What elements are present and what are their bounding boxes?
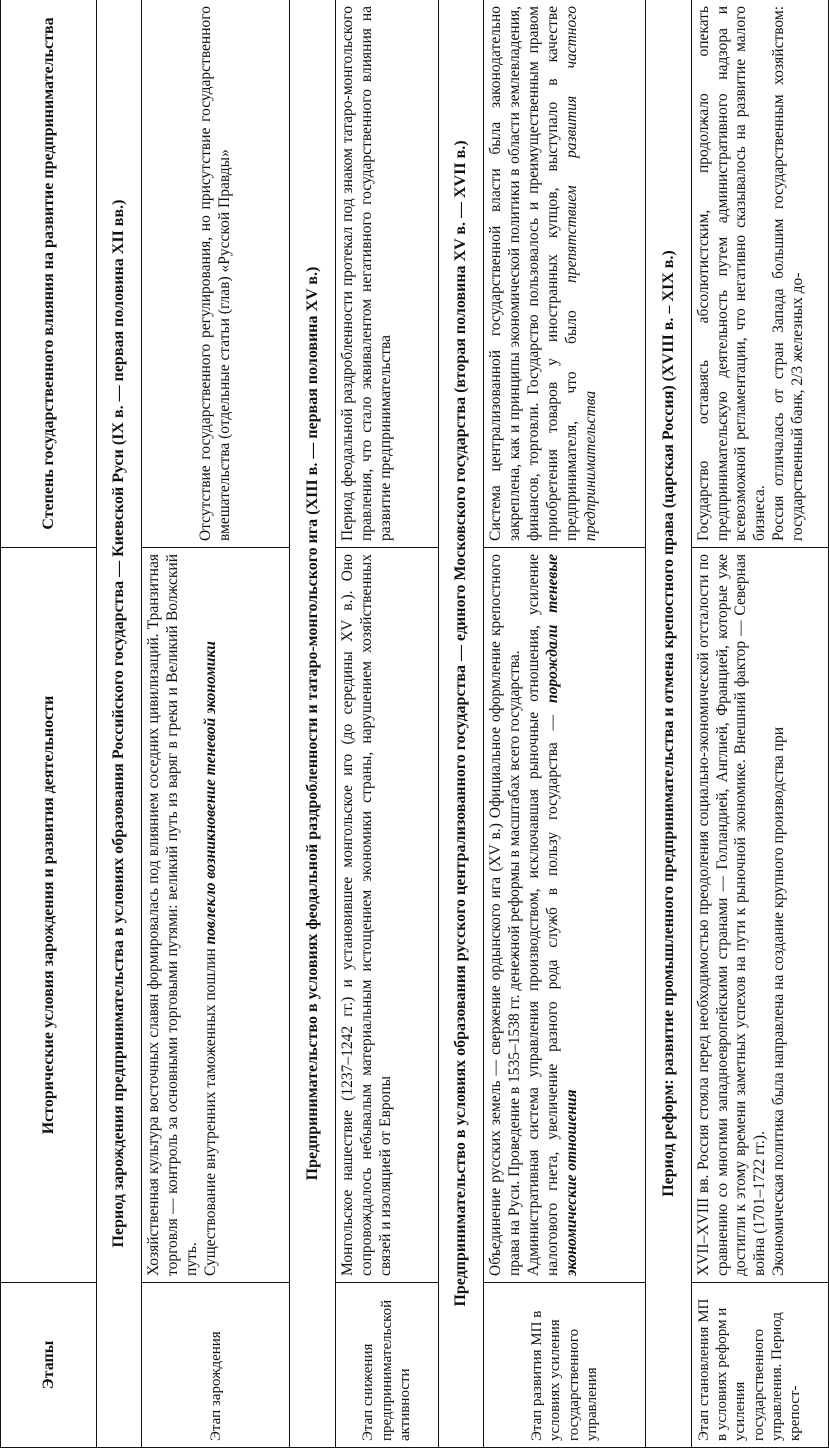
italic-text: препятствием развития частного предпринимательства [562,5,599,541]
influence-paragraph: Государство оставаясь абсолютистским, продолжало опекать предпринимательскую деятельность путем административного надзора и всевозможной регламентации, что негативно сказывалось на развитие малого бизнеса. [694,6,769,541]
section-title: Предпринимательство в условиях образования русского централизованного государства — единого Московского государства (вторая половина XV в. — XVII в.) [438,0,484,1448]
section-title-row [290,0,336,1448]
conditions-cell [142,548,290,1283]
conditions-cell [336,548,439,1283]
conditions-cell [484,548,646,1283]
section-title: Период реформ: развитие промышленного предпринимательства и отмена крепостного права (царская Россия) (XVIII в. – XIX в.) [646,0,692,1448]
section-title-row [96,0,142,1448]
conditions-cell [691,548,828,1283]
influence-paragraph: Россия отличалась от стран Запада большим государственным хозяйством: государственный банк, 2/3 железных до- [770,6,807,541]
emphasis-text: порождали теневые экономические отношения [543,554,580,1276]
influence-paragraph: Период феодальной раздробленности протекал под знаком татаро-монгольского правления, что стало эквивалентом негативного государственного влияния на развитие предпринимательства [339,6,394,541]
conditions-paragraph: Монгольское нашествие (1237–1242 гг.) и установившее монгольское иго (до середины XV в.). Оно сопровождалось небывалым материальным истощением экономики страны, нарушением хозяйственных связей и изоляцией от Европы [339,554,394,1276]
conditions-paragraph: Объединение русских земель — свержение ордынского ига (XV в.) Официальное оформление крепостного права на Руси. Проведение в 1535–1538 гг. денежной реформы в масштабах всего государства. [487,554,524,1276]
table-row [484,0,646,1448]
influence-cell [691,0,828,548]
table-row [691,0,828,1448]
conditions-paragraph: Экономическая политика была направлена на создание крупного производства при [770,726,788,1276]
header-conditions: Исторические условия зарождения и развития деятельности [1,548,97,1283]
header-stages: Этапы [1,1283,97,1448]
emphasis-text: повлекло возникновение теневой экономики [202,641,220,945]
table-row [142,0,290,1448]
influence-cell [484,0,646,548]
header-row [1,0,97,1448]
section-title-row [438,0,484,1448]
influence-cell [336,0,439,548]
table-row [336,0,439,1448]
influence-paragraph: Отсутствие государственного регулирования, но присутствие государственного вмешательства (отдельные статьи (глав) «Русской Правды» [196,6,233,541]
header-influence: Степень государственного влияния на развитие предпринимательства [1,0,97,548]
section-title: Период зарождения предпринимательства в условиях образования Российского государства — Киевской Руси (IX в. — первая половина XII вв.) [96,0,142,1448]
conditions-paragraph: Существование внутренних таможенных пошлин повлекло возникновение теневой экономики [202,641,220,1276]
section-title: Предпринимательство в условиях феодальной раздробленности и татаро-монгольского ига (XIII в. — первая половина XV в.) [290,0,336,1448]
conditions-paragraph: Административная система управления производством, исключавшая рыночные отношения, усиление налогового гнета, увеличение разного рода служб в пользу государства — порождали теневые экономические отношения [525,554,580,1276]
stage-cell: Этап снижения предпринимательской активности [336,1283,439,1448]
influence-cell [142,0,290,548]
section-title-row [646,0,692,1448]
stage-cell: Этап развития МП в условиях усиления государственного управления [484,1283,646,1448]
stage-cell: Этап становления МП в условиях реформ и усиления государственного управления. Период крепост- [691,1283,828,1448]
conditions-paragraph: XVII–XVIII вв. Россия стояла перед необходимостью преодоления социально-экономической отсталости по сравнению со многими западноевропейскими странами — Голландией, Англией, Францией, которые уже достигли к этому времени заметных успехов на пути к рыночной экономике. Внешний фактор — Северная война (1701–1722 гг.). [694,554,769,1276]
conditions-paragraph: Хозяйственная культура восточных славян формировалась под влиянием соседних цивилизаций. Транзитная торговля — контроль за основными торговыми путями: великий путь из варяг в греки и Великий Волжский путь. [145,554,201,1276]
stage-cell: Этап зарождения [142,1283,290,1448]
influence-paragraph: Система централизованной государственной власти была законодательно закреплена, как и принципы экономической политики в области землевладения, финансов, торговли. Государство пользовалось и преимущественным правом приобретения товаров у иностранных купцов, выступало в качестве предпринимателя, что было препятствием развития частного предпринимательства [487,5,599,541]
